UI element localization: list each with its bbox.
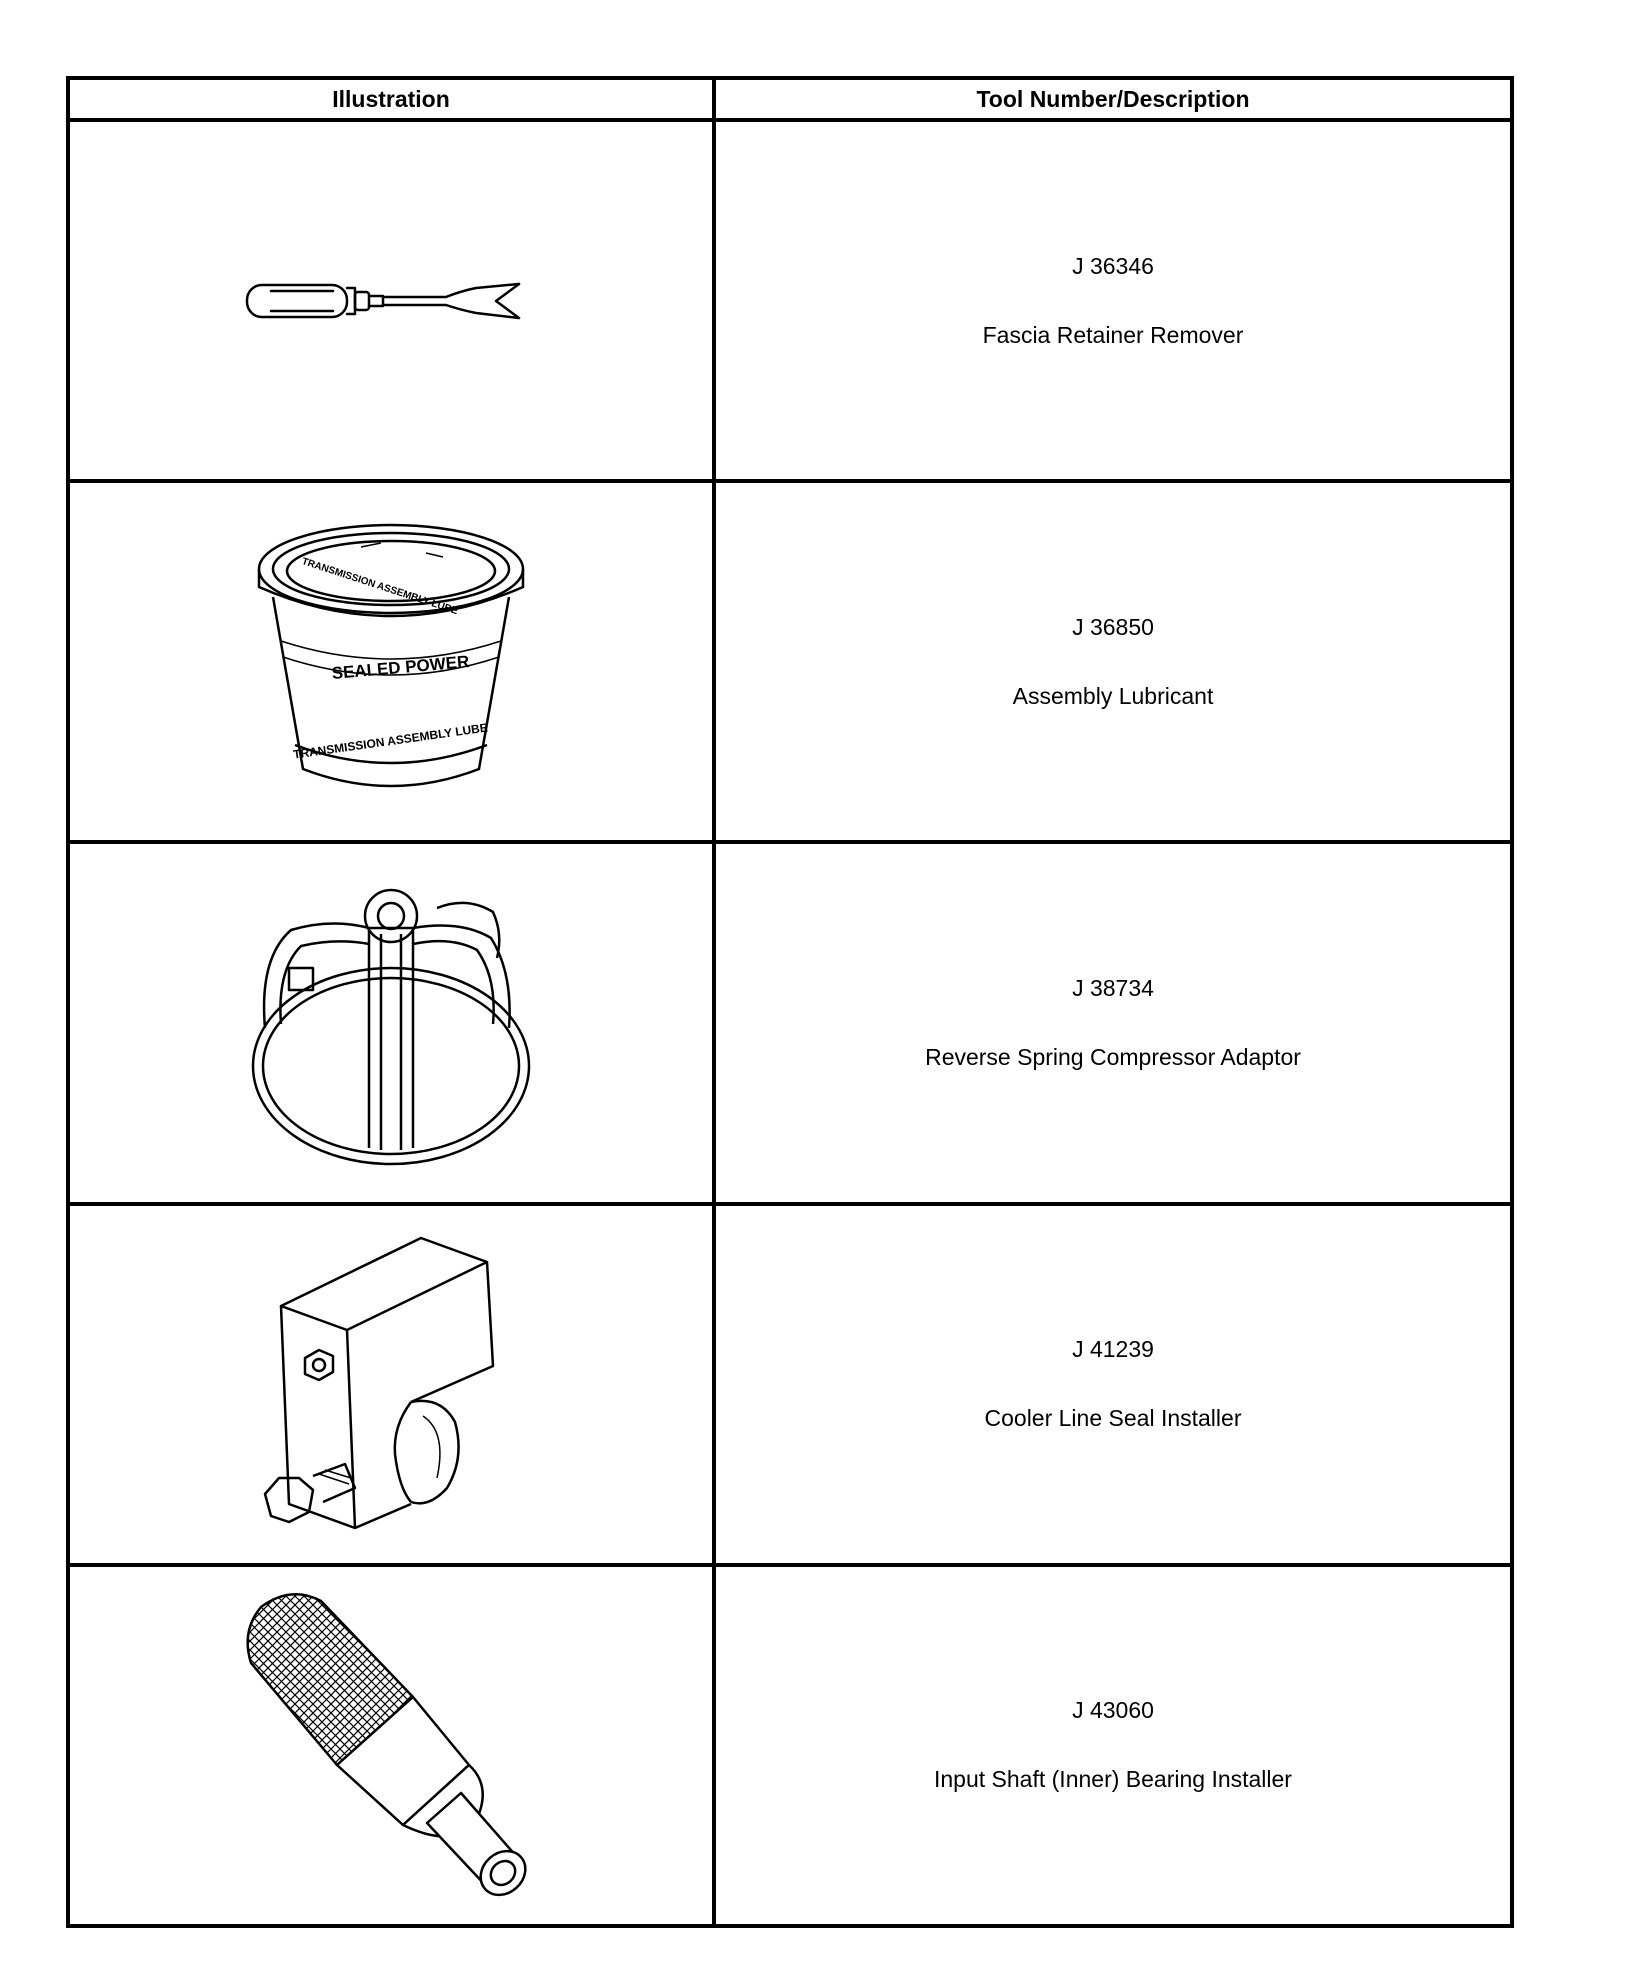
table-row bbox=[68, 842, 1512, 1203]
illustration-cell bbox=[68, 842, 714, 1203]
table-row bbox=[68, 1204, 1512, 1565]
tool-number: J 38734 bbox=[1072, 974, 1154, 1001]
illustration-cell bbox=[68, 120, 714, 481]
fascia-retainer-remover-icon bbox=[241, 266, 541, 336]
table-row bbox=[68, 120, 1512, 481]
lid-label: TRANSMISSION ASSEMBLY LUBE bbox=[300, 555, 460, 617]
tool-description: Input Shaft (Inner) Bearing Installer bbox=[934, 1766, 1292, 1793]
description-cell bbox=[714, 842, 1512, 1203]
description-cell bbox=[714, 1204, 1512, 1565]
tool-description: Fascia Retainer Remover bbox=[982, 321, 1244, 348]
table-row bbox=[68, 481, 1512, 842]
bearing-installer-icon bbox=[241, 1587, 541, 1903]
tool-description-header: Tool Number/Description bbox=[714, 78, 1512, 120]
illustration-cell bbox=[68, 481, 714, 842]
description-cell bbox=[714, 1565, 1512, 1926]
tool-description: Cooler Line Seal Installer bbox=[984, 1405, 1242, 1432]
tool-number: J 41239 bbox=[1072, 1336, 1154, 1363]
spring-compressor-adaptor-icon bbox=[241, 878, 541, 1168]
description-cell bbox=[714, 481, 1512, 842]
brand-label: SEALED POWER bbox=[331, 651, 471, 683]
header-row bbox=[68, 78, 1512, 120]
tool-description: Assembly Lubricant bbox=[1012, 682, 1214, 709]
table-row bbox=[68, 1565, 1512, 1926]
tool-number: J 36346 bbox=[1072, 252, 1154, 279]
illustration-cell bbox=[68, 1204, 714, 1565]
special-tools-table bbox=[66, 76, 1514, 1928]
illustration-header: Illustration bbox=[68, 78, 714, 120]
side-label: TRANSMISSION ASSEMBLY LUBE bbox=[292, 720, 489, 762]
tool-number: J 43060 bbox=[1072, 1697, 1154, 1724]
assembly-lubricant-tub-icon bbox=[251, 517, 531, 807]
tool-number: J 36850 bbox=[1072, 613, 1154, 640]
illustration-cell bbox=[68, 1565, 714, 1926]
tool-description: Reverse Spring Compressor Adaptor bbox=[925, 1043, 1301, 1070]
description-cell bbox=[714, 120, 1512, 481]
seal-installer-icon bbox=[261, 1226, 521, 1542]
